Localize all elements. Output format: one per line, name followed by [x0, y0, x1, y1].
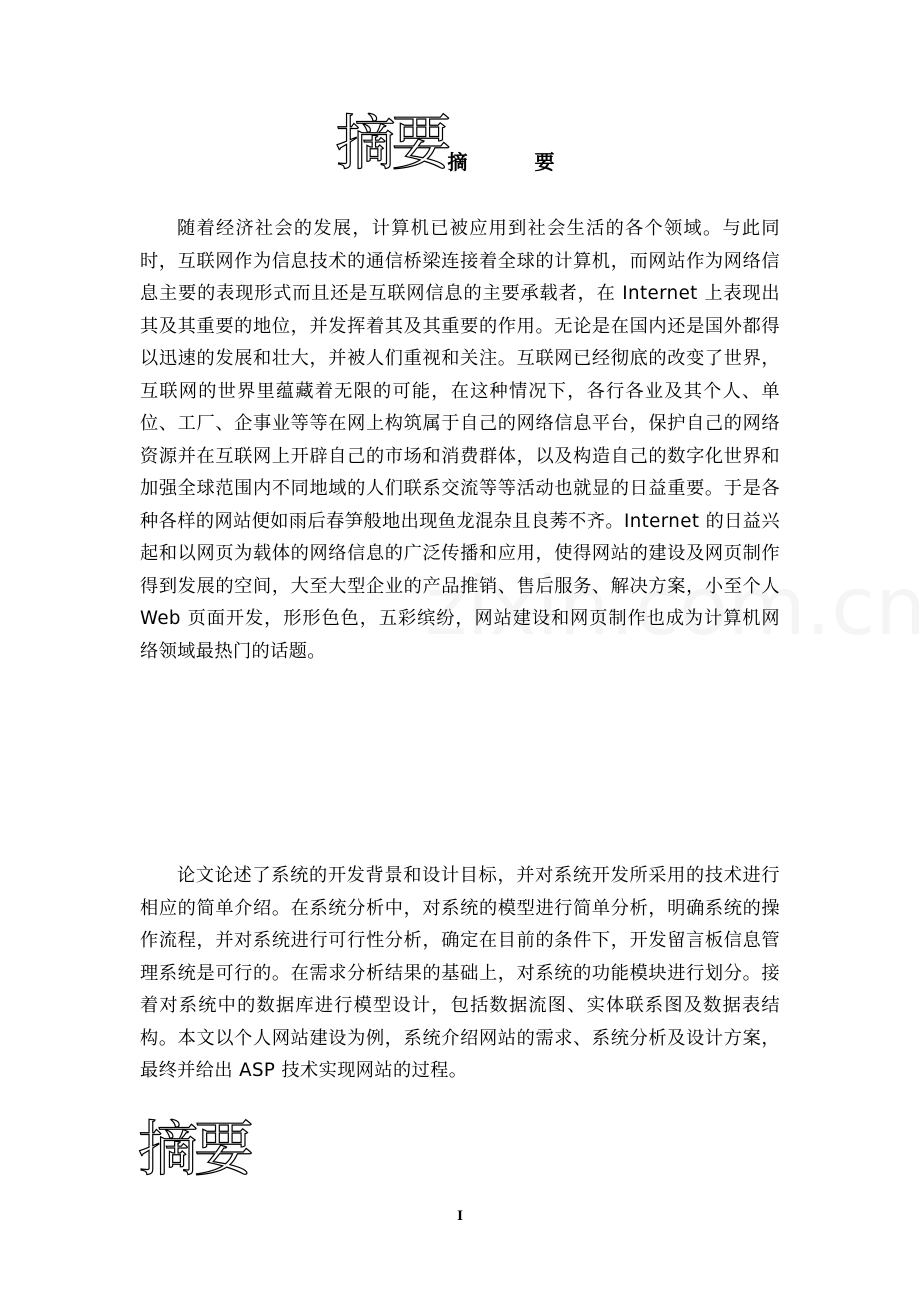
- page-title: 摘 要: [447, 150, 585, 174]
- page-number: I: [457, 1208, 463, 1224]
- outline-footer-text: [138, 1115, 250, 1185]
- abstract-paragraph-1: 随着经济社会的发展，计算机已被应用到社会生活的各个领域。与此同时，互联网作为信息技术的通信桥梁连接着全球的计算机，而网站作为网络信息主要的表现形式而且还是互联网信息的主要承载者，在 Internet 上表现出其及其重要的地位，并发挥着其及其重要的作用。无论是在国内还是国外都得以迅速的发展和壮大，并被人们重视和关注。互联网已经彻底的改变了世界，互联网的世界里蕴藏着无限的可能，在这种情况下，各行各业及其个人、单位、工厂、企事业等等在网上构筑属于自己的网络信息平台，保护自己的网络资源并在互联网上开辟自己的市场和消费群体，以及构造自己的数字化世界和加强全球范围内不同地域的人们联系交流等等活动也就显的日益重要。于是各种各样的网站便如雨后春笋般地出现鱼龙混杂且良莠不齐。Internet 的日益兴起和以网页为载体的网络信息的广泛传播和应用，使得网站的建设及网页制作得到发展的空间，大至大型企业的产品推销、售后服务、解决方案，小至个人 Web 页面开发，形形色色，五彩缤纷，网站建设和网页制作也成为计算机网络领域最热门的话题。: [140, 218, 780, 662]
- abstract-paragraph-2: 论文论述了系统的开发背景和设计目标，并对系统开发所采用的技术进行相应的简单介绍。在系统分析中，对系统的模型进行简单分析，明确系统的操作流程，并对系统进行可行性分析，确定在目前的条件下，开发留言板信息管理系统是可行的。在需求分析结果的基础上，对系统的功能模块进行划分。接着对系统中的数据库进行模型设计，包括数据流图、实体联系图及数据表结构。本文以个人网站建设为例，系统介绍网站的需求、系统分析及设计方案，最终并给出 ASP 技术实现网站的过程。: [140, 865, 780, 1081]
- outline-heading: 摘要: [335, 109, 448, 179]
- outline-footer-label: 摘要: [138, 1115, 250, 1185]
- heading-row: [0, 109, 920, 182]
